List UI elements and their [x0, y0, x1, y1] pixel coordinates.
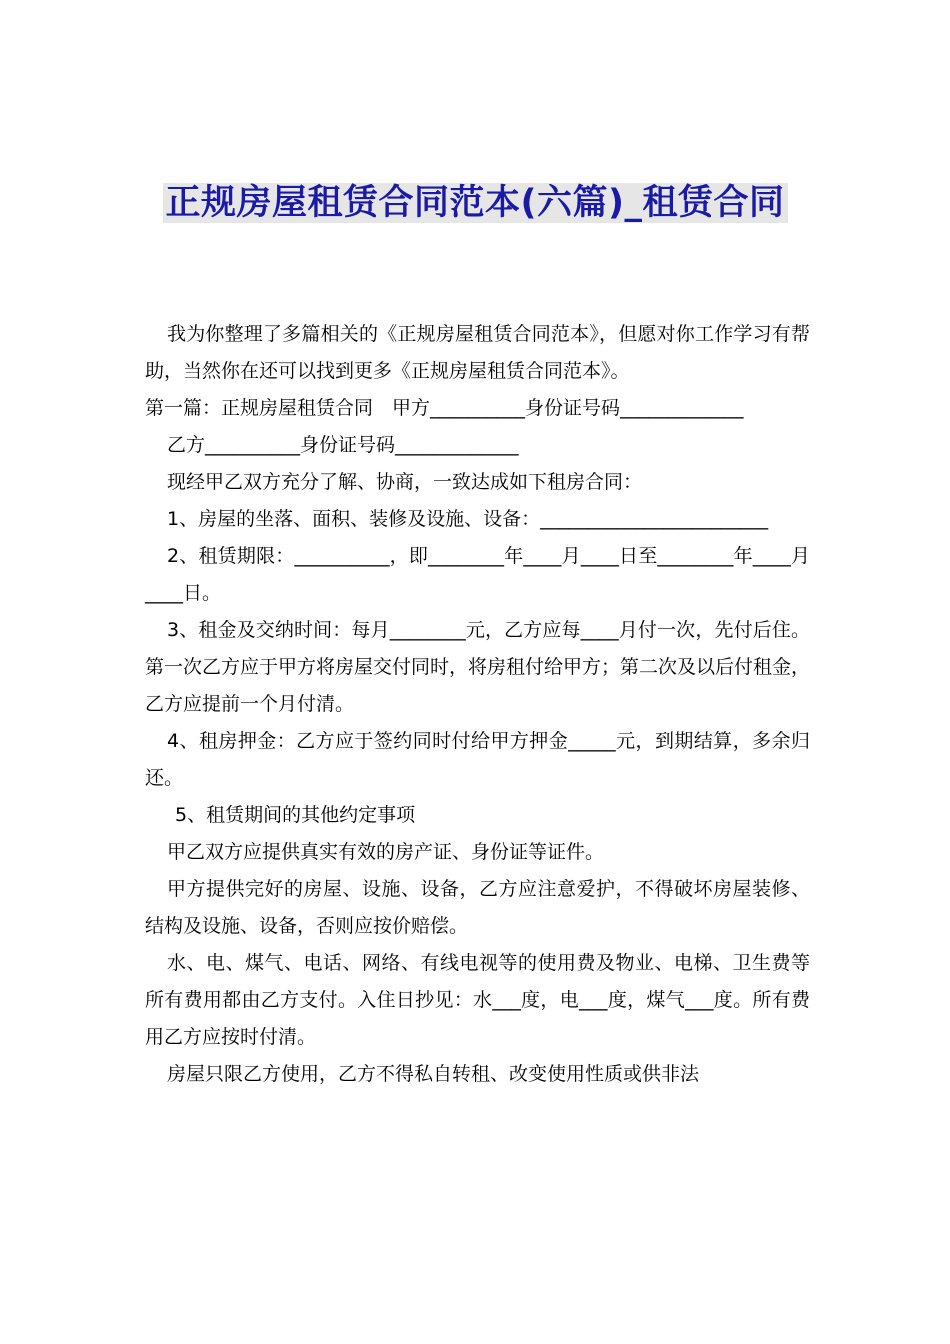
clause-4: 4、租房押金：乙方应于签约同时付给甲方押金_____元，到期结算，多余归还。 [145, 730, 810, 789]
party-b-line: 乙方__________身份证号码_____________ [167, 434, 519, 456]
clause-5: 5、租赁期间的其他约定事项 [175, 804, 416, 826]
clause-2: 2、租赁期限：__________，即________年____月____日至________年____月____日。 [145, 545, 810, 604]
clause-5-item-1: 甲乙双方应提供真实有效的房产证、身份证等证件。 [167, 841, 605, 863]
agreement-intro: 现经甲乙双方充分了解、协商，一致达成如下租房合同： [167, 471, 643, 493]
document-title [140, 178, 810, 228]
clause-5-item-2: 甲方提供完好的房屋、设施、设备，乙方应注意爱护，不得破坏房屋装修、结构及设施、设备，否则应按价赔偿。 [145, 878, 810, 937]
intro-paragraph: 我为你整理了多篇相关的《正规房屋租赁合同范本》，但愿对你工作学习有帮助，当然你在还可以找到更多《正规房屋租赁合同范本》。 [145, 323, 810, 382]
clause-5-item-3: 水、电、煤气、电话、网络、有线电视等的使用费及物业、电梯、卫生费等所有费用都由乙方支付。入住日抄见：水___度，电___度，煤气___度。所有费用乙方应按时付清。 [145, 952, 810, 1048]
document-body [145, 316, 810, 1093]
document-title-text: 正规房屋租赁合同范本(六篇)_租赁合同 [163, 183, 788, 223]
clause-3: 3、租金及交纳时间：每月________元，乙方应每____月付一次，先付后住。第一次乙方应于甲方将房屋交付同时，将房租付给甲方；第二次及以后付租金，乙方应提前一个月付清。 [145, 619, 811, 715]
clause-1: 1、房屋的坐落、面积、装修及设施、设备：________________________ [167, 508, 769, 530]
clause-5-item-4: 房屋只限乙方使用，乙方不得私自转租、改变使用性质或供非法 [167, 1063, 700, 1085]
party-a-line: 第一篇：正规房屋租赁合同 甲方__________身份证号码_____________ [145, 397, 744, 419]
